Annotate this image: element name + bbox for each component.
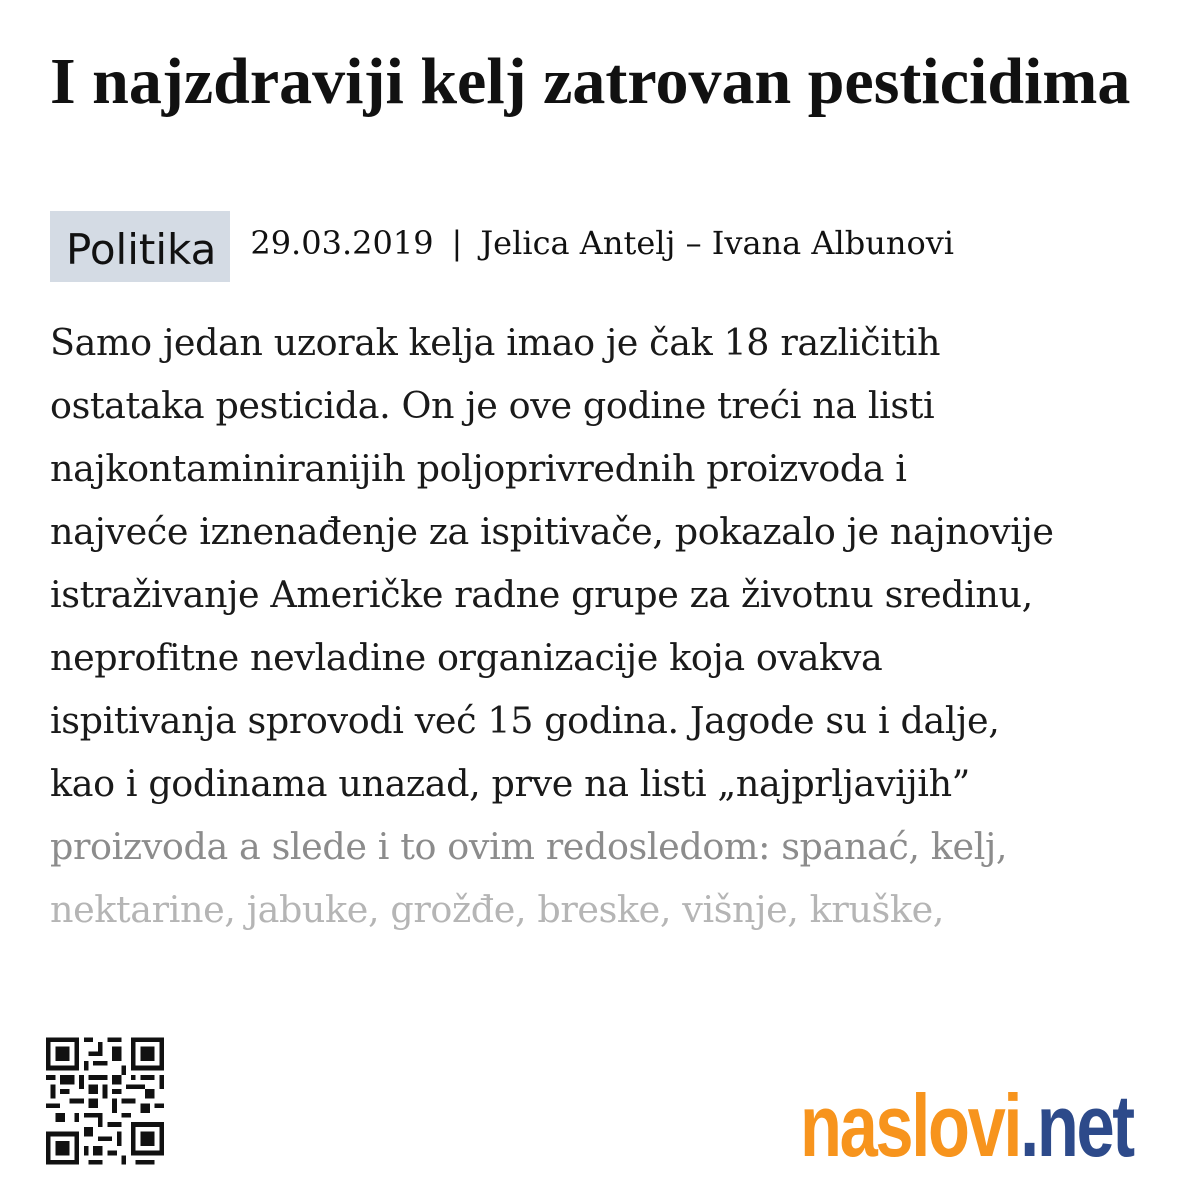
- body-line: kao i godinama unazad, prve na listi „najprljavijih”: [50, 762, 970, 805]
- logo-text-primary: naslovi: [800, 1076, 1021, 1175]
- article-authors: Jelica Antelj – Ivana Albunovi: [480, 223, 955, 262]
- category-badge[interactable]: Politika: [50, 211, 230, 282]
- site-logo[interactable]: [800, 1060, 1133, 1175]
- body-line: najveće iznenađenje za ispitivače, pokazalo je najnovije: [50, 510, 1054, 553]
- body-line-faded: nektarine, jabuke, grožđe, breske, višnje, kruške,: [50, 888, 944, 931]
- article-body: [50, 311, 1160, 941]
- byline: [250, 224, 954, 262]
- article-date: 29.03.2019: [250, 223, 434, 262]
- article-title: I najzdraviji kelj zatrovan pesticidima: [50, 45, 1131, 118]
- logo-text-domain: .net: [1020, 1076, 1133, 1175]
- body-line: istraživanje Američke radne grupe za životnu sredinu,: [50, 573, 1033, 616]
- body-line: ostataka pesticida. On je ove godine treći na listi: [50, 384, 935, 427]
- body-line: najkontaminiranijih poljoprivrednih proizvoda i: [50, 447, 907, 490]
- body-line-faded: proizvoda a slede i to ovim redosledom: spanać, kelj,: [50, 825, 1008, 868]
- body-line: neprofitne nevladine organizacije koja ovakva: [50, 636, 883, 679]
- qr-code-icon[interactable]: [46, 1037, 164, 1165]
- meta-separator: |: [451, 223, 463, 262]
- body-line: ispitivanja sprovodi već 15 godina. Jagode su i dalje,: [50, 699, 1000, 742]
- article-meta: [50, 211, 954, 282]
- body-line: Samo jedan uzorak kelja imao je čak 18 različitih: [50, 321, 941, 364]
